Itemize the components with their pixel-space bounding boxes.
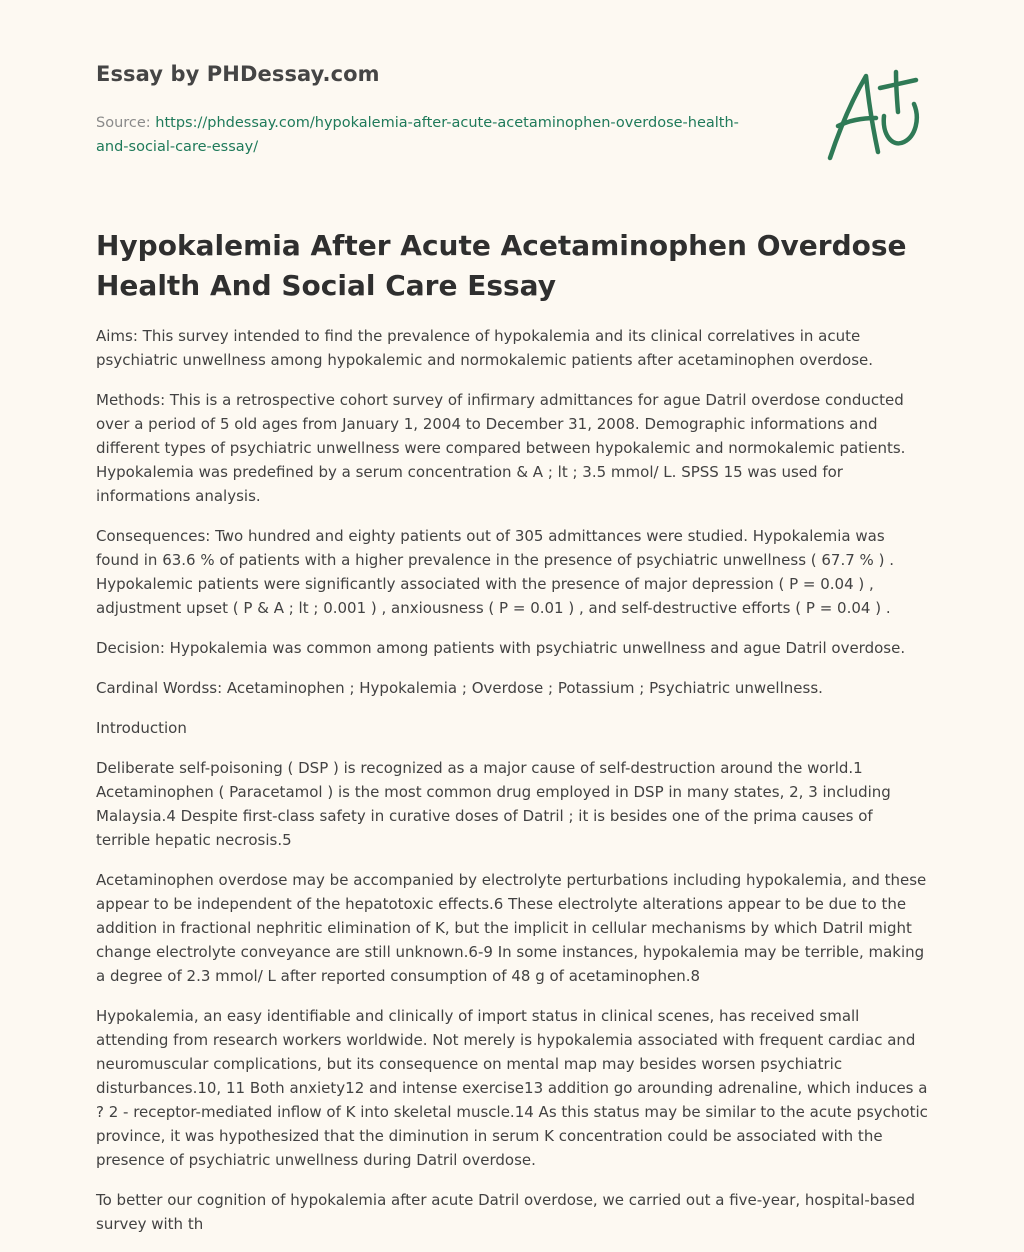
paragraph: Decision: Hypokalemia was common among patients with psychiatric unwellness and ague Datril overdose. <box>96 639 906 657</box>
paragraph: Cardinal Wordss: Acetaminophen ; Hypokalemia ; Overdose ; Potassium ; Psychiatric unwellness. <box>96 679 823 697</box>
source-label: Source: <box>96 115 151 131</box>
paragraph: Acetaminophen overdose may be accompanied by electrolyte perturbations including hypokalemia, and these appear to be independent of the hepatotoxic effects.6 These electrolyte alterations appear to be due to the addition in fractional nephritic elimination of K, but the implicit in cellular mechanisms by which Datril might change electrolyte conveyance are still unknown.6-9 In some instances, hypokalemia may be terrible, making a degree of 2.3 mmol/ L after reported consumption of 48 g of acetaminophen.8 <box>96 871 927 985</box>
section-heading: Introduction <box>96 719 187 737</box>
paragraph: Consequences: Two hundred and eighty patients out of 305 admittances were studied. Hypokalemia was found in 63.6 % of patients with a higher prevalence in the presence of psychiatric unwellness ( 67.7 % ) . Hypokalemic patients were significantly associated with the presence of major depression ( P = 0.04 ) , adjustment upset ( P & A ; lt ; 0.001 ) , anxiousness ( P = 0.01 ) , and self-destructive efforts ( P = 0.04 ) . <box>96 527 894 617</box>
source-link-line1: https://phdessay.com/hypokalemia-after-acute-acetaminophen-overdose-health- <box>155 115 739 131</box>
a-plus-logo-icon <box>818 66 928 166</box>
paragraph: Aims: This survey intended to find the prevalence of hypokalemia and its clinical correlatives in acute psychiatric unwellness among hypokalemic and normokalemic patients after acetaminophen overdose. <box>96 327 874 369</box>
paragraph: Deliberate self-poisoning ( DSP ) is recognized as a major cause of self-destruction around the world.1 Acetaminophen ( Paracetamol ) is the most common drug employed in DSP in many states, 2, 3 including Malaysia.4 Despite first-class safety in curative doses of Datril ; it is besides one of the prima causes of terrible hepatic necrosis.5 <box>96 759 891 849</box>
essay-title-line2: Health And Social Care Essay <box>96 269 556 302</box>
source-link-line2: and-social-care-essay/ <box>96 139 259 155</box>
source-link[interactable] <box>96 115 739 155</box>
essay-title-line1: Hypokalemia After Acute Acetaminophen Overdose <box>96 229 907 262</box>
essay-title <box>96 226 936 306</box>
essay-header <box>96 62 796 159</box>
paragraph: Methods: This is a retrospective cohort survey of infirmary admittances for ague Datril overdose conducted over a period of 5 old ages from January 1, 2004 to December 31, 2008. Demographic informations and different types of psychiatric unwellness were compared between hypokalemic and normokalemic patients. Hypokalemia was predefined by a serum concentration & A ; lt ; 3.5 mmol/ L. SPSS 15 was used for informations analysis. <box>96 391 906 505</box>
paragraph: To better our cognition of hypokalemia after acute Datril overdose, we carried out a five-year, hospital-based survey with th <box>96 1191 916 1233</box>
essay-body <box>96 324 928 1252</box>
source-line <box>96 111 796 159</box>
paragraph: Hypokalemia, an easy identifiable and clinically of import status in clinical scenes, has received small attending from research workers worldwide. Not merely is hypokalemia associated with frequent cardiac and neuromuscular complications, but its consequence on mental map may besides worsen psychiatric disturbances.10, 11 Both anxiety12 and intense exercise13 addition go arounding adrenaline, which induces a ? 2 - receptor-mediated inflow of K into skeletal muscle.14 As this status may be similar to the acute psychotic province, it was hypothesized that the diminution in serum K concentration could be associated with the presence of psychiatric unwellness during Datril overdose. <box>96 1007 928 1169</box>
site-title: Essay by PHDessay.com <box>96 62 380 86</box>
